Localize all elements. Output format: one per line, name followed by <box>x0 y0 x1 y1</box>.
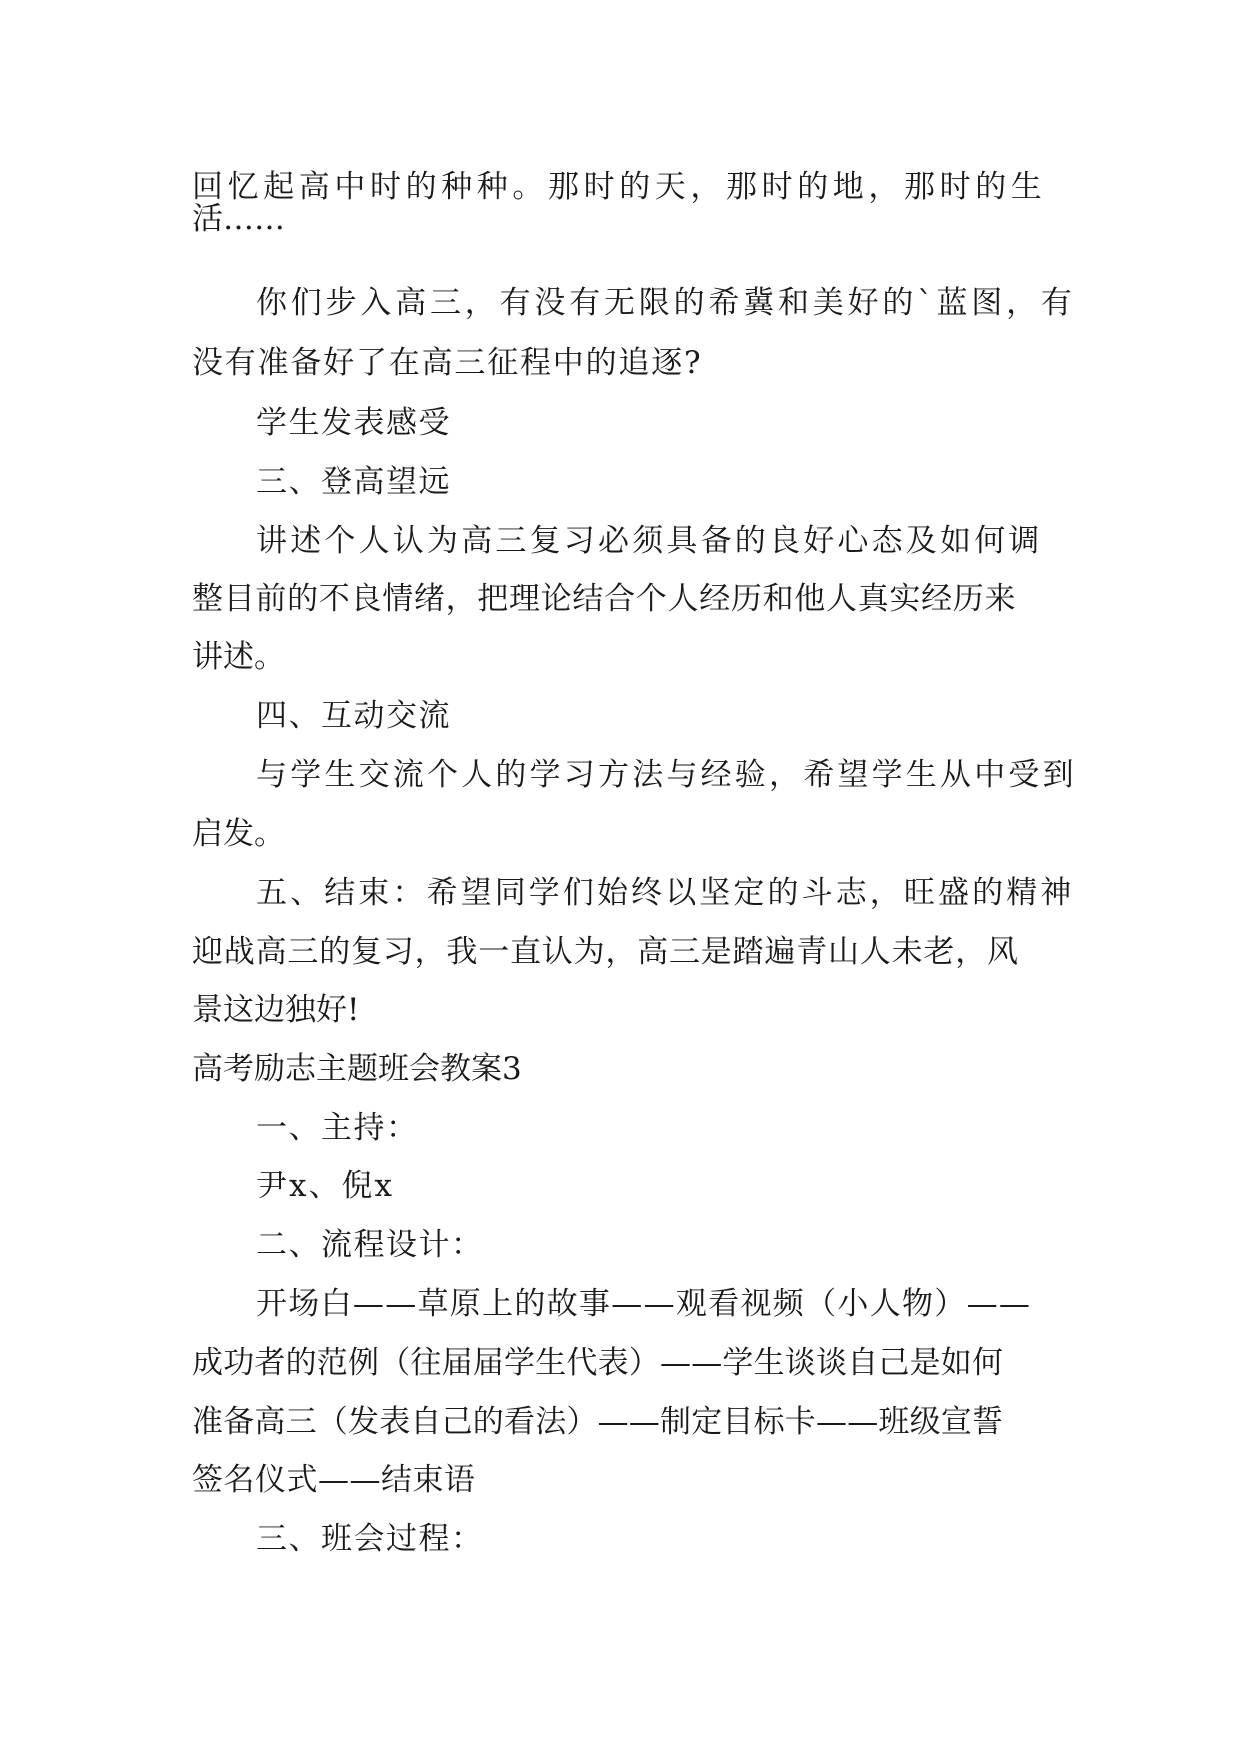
paragraph-line: 你们步入高三，有没有无限的希冀和美好的`蓝图，有 <box>256 285 1076 321</box>
paragraph-line: 准备高三（发表自己的看法）——制定目标卡——班级宣誓 <box>192 1404 1004 1440</box>
section-heading: 三、登高望远 <box>256 464 451 500</box>
paragraph-line: 活…… <box>192 201 285 237</box>
paragraph-line: 回忆起高中时的种种。那时的天，那时的地，那时的生 <box>192 169 1047 205</box>
section-heading: 二、流程设计： <box>256 1227 484 1263</box>
paragraph-line: 成功者的范例（往届届学生代表）——学生谈谈自己是如何 <box>192 1345 1004 1381</box>
paragraph-line: 签名仪式——结束语 <box>192 1462 476 1498</box>
document-title: 高考励志主题班会教案3 <box>192 1051 522 1087</box>
paragraph-line: 景这边独好! <box>192 992 360 1028</box>
paragraph-line: 开场白——草原上的故事——观看视频（小人物）—— <box>256 1286 1032 1322</box>
paragraph-line: 讲述。 <box>192 639 285 675</box>
paragraph-line: 没有准备好了在高三征程中的追逐? <box>192 345 703 381</box>
paragraph-line: 启发。 <box>192 816 285 852</box>
paragraph-line: 与学生交流个人的学习方法与经验，希望学生从中受到 <box>256 757 1077 793</box>
section-heading: 四、互动交流 <box>256 698 451 734</box>
paragraph-line: 学生发表感受 <box>256 405 451 441</box>
paragraph-line: 整目前的不良情绪，把理论结合个人经历和他人真实经历来 <box>192 581 1017 617</box>
paragraph-line: 尹x、倪x <box>256 1168 394 1204</box>
section-heading: 一、主持： <box>256 1110 419 1146</box>
paragraph-line: 五、结束：希望同学们始终以坚定的斗志，旺盛的精神 <box>256 875 1075 911</box>
paragraph-line: 迎战高三的复习，我一直认为，高三是踏遍青山人未老，风 <box>192 934 1019 970</box>
section-heading: 三、班会过程： <box>256 1521 484 1557</box>
paragraph-line: 讲述个人认为高三复习必须具备的良好心态及如何调 <box>256 523 1043 559</box>
